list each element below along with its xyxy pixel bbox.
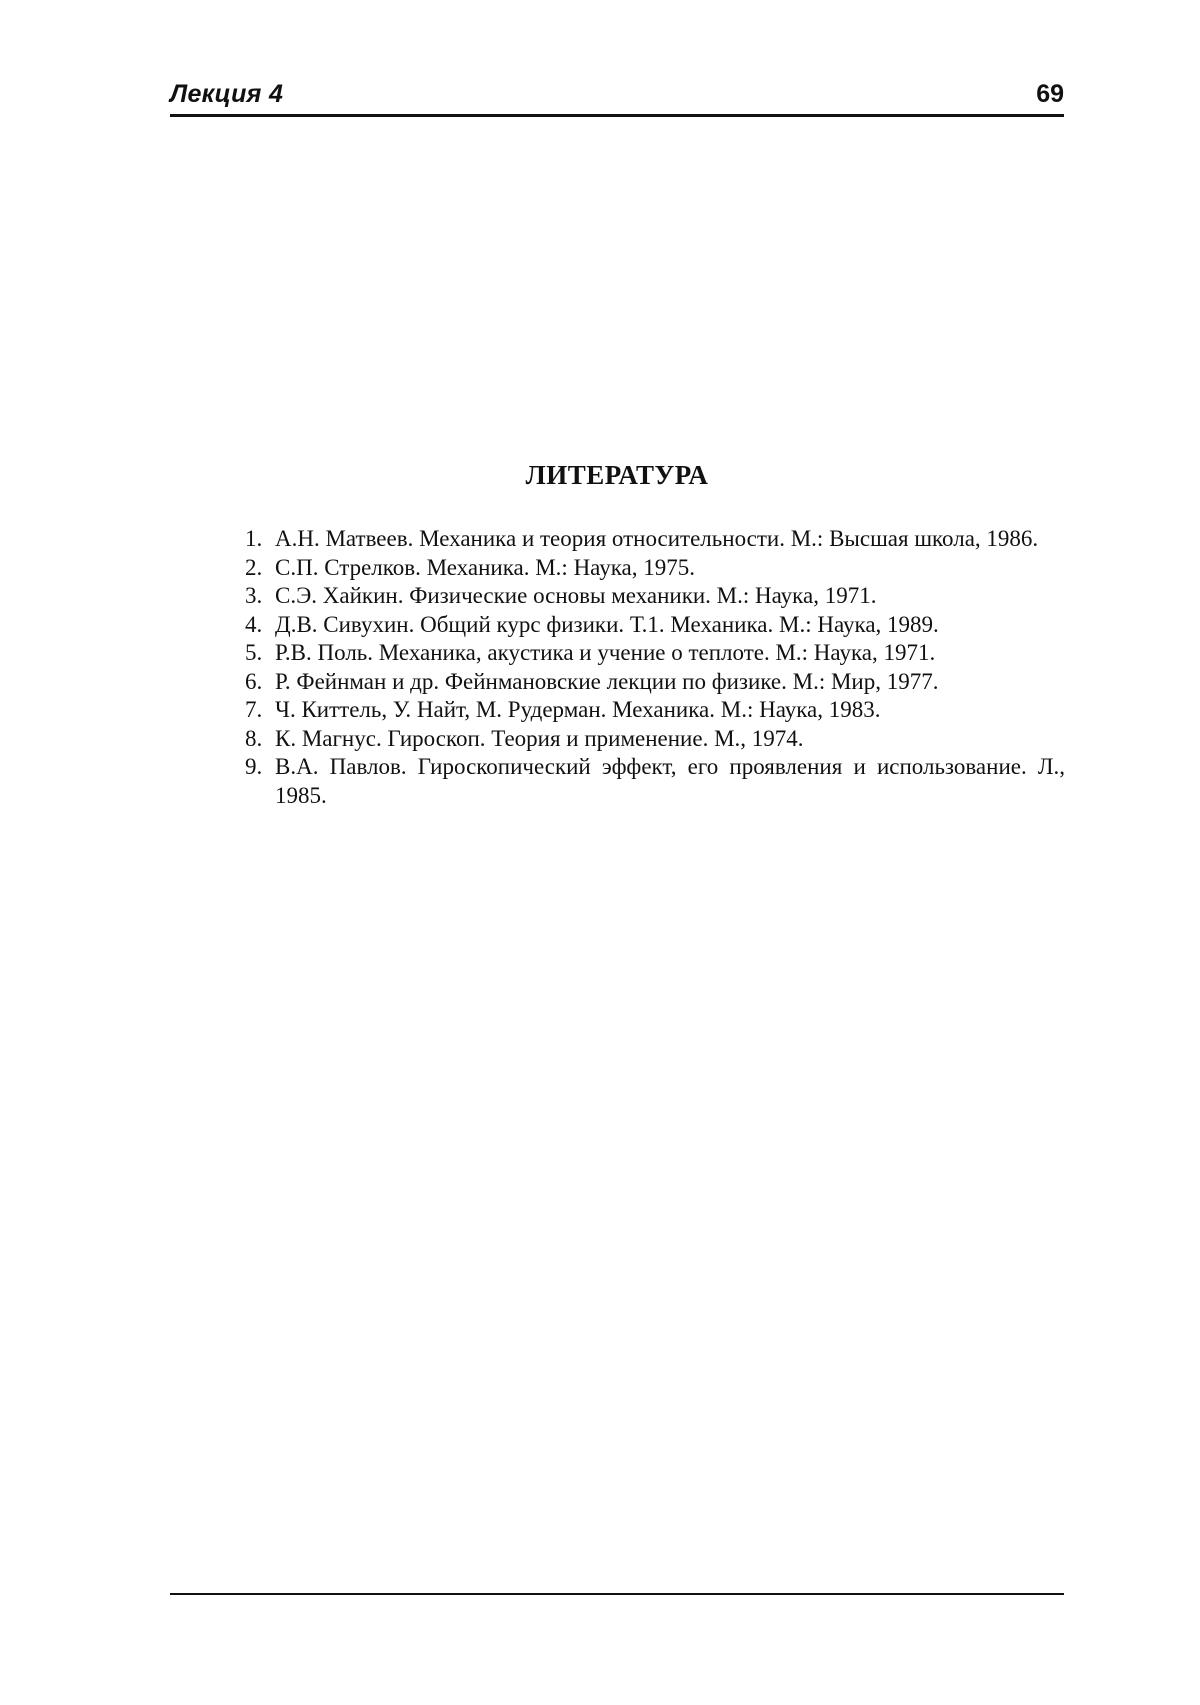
reference-number: 7. xyxy=(245,697,263,722)
reference-item xyxy=(245,753,1065,810)
section-title: ЛИТЕРАТУРА xyxy=(525,460,709,490)
reference-item xyxy=(245,611,1065,640)
reference-number: 8. xyxy=(245,725,263,751)
reference-number: 4. xyxy=(245,611,263,637)
reference-text: В.А. Павлов. Гироскопический эффект, его проявления и использование. Л., 1985. xyxy=(275,754,1065,808)
reference-item xyxy=(245,582,1065,611)
reference-text: Р.В. Поль. Механика, акустика и учение о теплоте. М.: Наука, 1971. xyxy=(275,640,936,665)
reference-item xyxy=(245,696,1065,725)
reference-item xyxy=(245,554,1065,583)
running-header xyxy=(170,78,1064,117)
reference-number: 6. xyxy=(245,668,263,694)
reference-item xyxy=(245,725,1065,754)
reference-number: 1. xyxy=(245,526,263,551)
reference-item xyxy=(245,525,1065,554)
reference-text: К. Магнус. Гироскоп. Теория и применение. М., 1974. xyxy=(275,725,804,751)
reference-text: Ч. Киттель, У. Найт, М. Рудерман. Механика. М.: Наука, 1983. xyxy=(275,697,881,722)
reference-item xyxy=(245,639,1065,668)
reference-text: С.П. Стрелков. Механика. М.: Наука, 1975. xyxy=(275,554,696,580)
reference-number: 2. xyxy=(245,554,263,580)
page-number: 69 xyxy=(1036,80,1064,108)
reference-text: С.Э. Хайкин. Физические основы механики. М.: Наука, 1971. xyxy=(275,583,877,608)
reference-text: Р. Фейнман и др. Фейнмановские лекции по физике. М.: Мир, 1977. xyxy=(275,668,939,694)
chapter-title: Лекция 4 xyxy=(170,80,284,108)
reference-text: Д.В. Сивухин. Общий курс физики. Т.1. Механика. М.: Наука, 1989. xyxy=(275,611,939,637)
reference-item xyxy=(245,668,1065,697)
footer-rule xyxy=(170,1593,1064,1595)
reference-number: 3. xyxy=(245,583,263,608)
reference-list xyxy=(245,525,1065,810)
reference-number: 9. xyxy=(245,754,263,779)
reference-number: 5. xyxy=(245,640,263,665)
reference-text: А.Н. Матвеев. Механика и теория относительности. М.: Высшая школа, 1986. xyxy=(275,526,1039,551)
